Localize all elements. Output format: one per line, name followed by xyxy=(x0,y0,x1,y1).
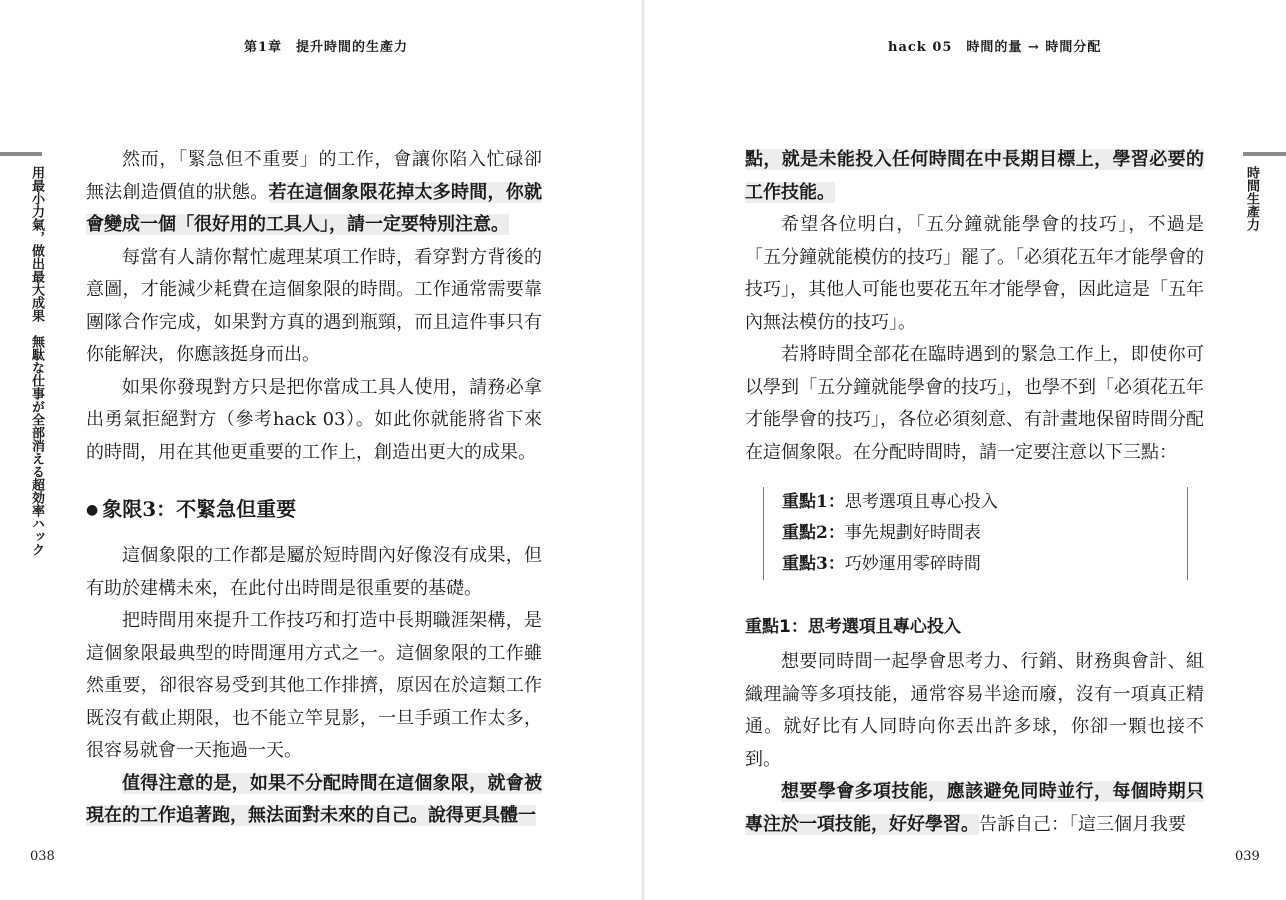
page-number-right: 039 xyxy=(1235,849,1260,864)
right-page xyxy=(643,0,1286,900)
paragraph xyxy=(86,144,542,242)
running-head-right: hack 05 時間的量 → 時間分配 xyxy=(888,40,1102,55)
page-number-left: 038 xyxy=(30,849,55,864)
paragraph xyxy=(745,144,1204,209)
key-point-text: 思考選項且專心投入 xyxy=(844,492,998,512)
paragraph: 若將時間全部花在臨時遇到的緊急工作上，即使你可以學到「五分鐘就能學會的技巧」，也學不到「必須花五年才能學會的技巧」，各位必須刻意、有計畫地保留時間分配在這個象限。在分配時間時，請一定要注意以下三點： xyxy=(745,344,1204,463)
side-tab-left: 用最小力氣，做出最大成果 無駄な仕事が全部消える超効率ハック xyxy=(29,166,44,556)
subsection-heading: 重點1：思考選項且專心投入 xyxy=(745,617,961,637)
paragraph: 把時間用來提升工作技巧和打造中長期職涯架構，是這個象限最典型的時間運用方式之一。這個象限的工作雖然重要，卻很容易受到其他工作排擠，原因在於這類工作既沒有截止期限，也不能立竿見影，一旦手頭工作太多，很容易就會一天拖過一天。 xyxy=(86,610,542,761)
key-point-label: 重點2： xyxy=(782,523,845,543)
paragraph xyxy=(86,768,542,833)
paragraph: 這個象限的工作都是屬於短時間內好像沒有成果，但有助於建構未來，在此付出時間是很重要的基礎。 xyxy=(86,545,542,599)
section-heading xyxy=(86,491,542,528)
paragraph: 希望各位明白，「五分鐘就能學會的技巧」，不過是「五分鐘就能模仿的技巧」罷了。「必須花五年才能學會的技巧」，其他人可能也要花五年才能學會，因此這是「五年內無法模仿的技巧」。 xyxy=(745,214,1204,333)
highlighted-text: 若在這個象限花掉太多時間，你就會變成一個「很好用的工具人」，請一定要特別注意。 xyxy=(86,181,542,235)
paragraph: 如果你發現對方只是把你當成工具人使用，請務必拿出勇氣拒絕對方（參考hack 03）。如此你就能將省下來的時間，用在其他更重要的工作上，創造出更大的成果。 xyxy=(86,376,542,463)
highlighted-text: 想要學會多項技能，應該避免同時並行，每個時期只專注於一項技能，好好學習。 xyxy=(745,781,1204,835)
key-point-text: 事先規劃好時間表 xyxy=(844,523,981,543)
running-head-left: 第1章 提升時間的生產力 xyxy=(244,40,409,55)
key-points-box xyxy=(763,487,1188,580)
key-point-label: 重點1： xyxy=(782,492,845,512)
side-tab-right: 時間生產力 xyxy=(1244,166,1259,231)
paragraph xyxy=(745,776,1204,841)
para-text: 然而，「緊急但不重要」的工作，會讓你陷入忙碌卻無法創造價值的狀態。 xyxy=(86,149,542,203)
bullet-icon: ● xyxy=(86,502,99,518)
edge-marker-left xyxy=(0,152,42,156)
paragraph: 想要同時間一起學會思考力、行銷、財務與會計、組織理論等多項技能，通常容易半途而廢，沒有一項真正精通。就好比有人同時向你丟出許多球，你卻一顆也接不到。 xyxy=(745,651,1204,770)
edge-marker-right xyxy=(1243,152,1286,156)
highlighted-text: 值得注意的是，如果不分配時間在這個象限，就會被現在的工作追著跑，無法面對未來的自己。說得更具體一 xyxy=(86,772,542,826)
key-point-label: 重點3： xyxy=(782,554,845,574)
section-title: 象限3：不緊急但重要 xyxy=(102,497,297,521)
key-point-item xyxy=(782,549,1187,580)
right-body-text xyxy=(745,144,1204,841)
key-point-text: 巧妙運用零碎時間 xyxy=(844,554,981,574)
highlighted-text: 點，就是未能投入任何時間在中長期目標上，學習必要的工作技能。 xyxy=(745,149,1204,203)
key-point-item xyxy=(782,518,1187,549)
paragraph: 每當有人請你幫忙處理某項工作時，看穿對方背後的意圖，才能減少耗費在這個象限的時間。工作通常需要靠團隊合作完成，如果對方真的遇到瓶頸，而且這件事只有你能解決，你應該挺身而出。 xyxy=(86,246,542,365)
key-point-item xyxy=(782,487,1187,518)
para-text: 告訴自己：「這三個月我要 xyxy=(979,813,1186,835)
left-body-text xyxy=(86,144,542,833)
